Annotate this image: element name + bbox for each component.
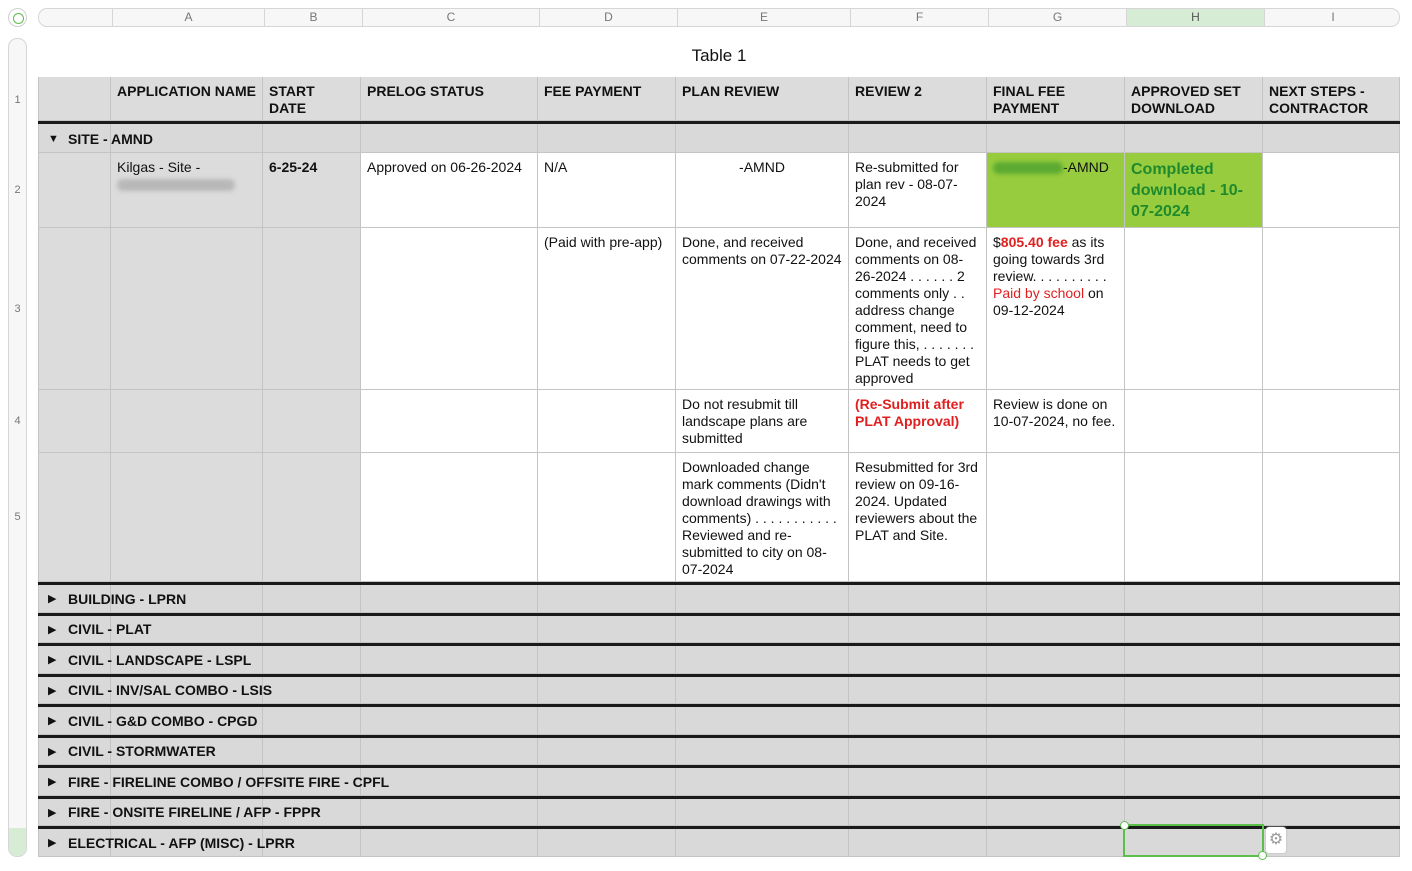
triangle-right-icon[interactable]: ▶	[48, 837, 57, 850]
header-review-2[interactable]: REVIEW 2	[849, 77, 987, 121]
header-cell-blank[interactable]	[38, 77, 111, 121]
group-cell	[361, 738, 538, 766]
gear-icon[interactable]: ⚙	[1266, 827, 1286, 853]
row3-next-steps[interactable]	[1263, 228, 1400, 390]
triangle-right-icon[interactable]: ▶	[48, 776, 57, 789]
group-cell	[849, 738, 987, 766]
group-cell	[1125, 616, 1263, 644]
table-row-3	[38, 228, 1400, 390]
row5-prelog-status[interactable]	[361, 453, 538, 582]
header-fee-payment[interactable]: FEE PAYMENT	[538, 77, 676, 121]
table-title[interactable]: Table 1	[691, 46, 747, 65]
row2-final-fee-payment[interactable]	[987, 153, 1125, 228]
row5-final-fee-payment[interactable]	[987, 453, 1125, 582]
group-cell	[538, 124, 676, 153]
row-header-4[interactable]: 4	[14, 415, 21, 427]
group-cell	[849, 616, 987, 644]
group-title: CIVIL - PLAT	[68, 621, 152, 638]
triangle-right-icon[interactable]: ▶	[48, 684, 57, 697]
triangle-right-icon[interactable]: ▶	[48, 623, 57, 636]
group-cell	[849, 829, 987, 857]
group-cell	[676, 677, 849, 705]
row2-plan-review[interactable]: -AMND	[676, 153, 849, 228]
group-cell	[849, 707, 987, 735]
row5-review-2[interactable]: Resubmitted for 3rd review on 09-16-2024. Updated reviewers about the PLAT and Site.	[849, 453, 987, 582]
group-cell	[987, 646, 1125, 674]
group-label[interactable]	[48, 829, 295, 857]
group-cell	[987, 677, 1125, 705]
group-cell	[849, 124, 987, 153]
group-cell	[987, 585, 1125, 613]
group-cell	[263, 738, 361, 766]
row5-fee-payment[interactable]	[538, 453, 676, 582]
row5-approved-set-download[interactable]	[1125, 453, 1263, 582]
group-cell	[538, 585, 676, 613]
group-cell	[361, 585, 538, 613]
header-plan-review[interactable]: PLAN REVIEW	[676, 77, 849, 121]
paid-date: on 09-12-2024	[993, 285, 1104, 318]
application-name-text: Kilgas - Site -	[117, 159, 201, 175]
group-cell	[538, 799, 676, 827]
group-cell	[1263, 616, 1400, 644]
row4-final-fee-payment[interactable]: Review is done on 10-07-2024, no fee.	[987, 390, 1125, 453]
group-cell	[1125, 707, 1263, 735]
row2-approved-set-download[interactable]	[1125, 153, 1263, 228]
table-row-2	[38, 153, 1400, 228]
group-label[interactable]	[48, 768, 389, 796]
column-header-a[interactable]: A	[112, 9, 264, 26]
group-row[interactable]	[38, 674, 1400, 705]
paid-by-text: Paid by school	[993, 285, 1085, 301]
row4-application-name[interactable]	[111, 390, 263, 453]
header-row	[38, 77, 1400, 124]
group-cell	[849, 768, 987, 796]
row2-start-date[interactable]: 6-25-24	[263, 153, 361, 228]
group-cell	[849, 677, 987, 705]
group-cell	[361, 124, 538, 153]
group-title: FIRE - FIRELINE COMBO / OFFSITE FIRE - CPFL	[68, 773, 390, 790]
header-final-fee-payment[interactable]: FINAL FEE PAYMENT	[987, 77, 1125, 121]
group-row[interactable]	[38, 582, 1400, 613]
group-row[interactable]	[38, 643, 1400, 674]
table-row-5	[38, 453, 1400, 582]
group-cell	[1263, 738, 1400, 766]
row4-fee-payment[interactable]	[538, 390, 676, 453]
group-label[interactable]	[48, 646, 251, 674]
group-title: CIVIL - G&D COMBO - CPGD	[68, 712, 258, 729]
group-cell	[361, 646, 538, 674]
final-fee-text: -AMND	[1063, 159, 1109, 175]
row3-final-fee-payment[interactable]	[987, 228, 1125, 390]
group-cell	[849, 646, 987, 674]
header-approved-set-download[interactable]: APPROVED SET DOWNLOAD	[1125, 77, 1263, 121]
group-cell	[849, 799, 987, 827]
triangle-down-icon[interactable]: ▼	[48, 132, 59, 145]
group-cell	[1263, 677, 1400, 705]
column-header-blank[interactable]	[39, 9, 112, 26]
group-title: FIRE - ONSITE FIRELINE / AFP - FPPR	[68, 804, 321, 821]
group-cell	[538, 738, 676, 766]
group-row[interactable]	[38, 704, 1400, 735]
group-cell	[538, 829, 676, 857]
group-row[interactable]	[38, 735, 1400, 766]
group-cell	[361, 799, 538, 827]
group-cell	[1125, 585, 1263, 613]
group-label[interactable]	[48, 616, 151, 644]
group-label[interactable]	[48, 585, 186, 613]
row-header-1[interactable]: 1	[14, 94, 21, 106]
group-cell	[676, 829, 849, 857]
row5-application-name[interactable]	[111, 453, 263, 582]
column-header-b[interactable]: B	[264, 9, 362, 26]
column-header-f[interactable]: F	[850, 9, 988, 26]
column-header-i[interactable]: I	[1264, 9, 1400, 26]
row4-review-2[interactable]: (Re-Submit after PLAT Approval)	[849, 390, 987, 453]
group-cell	[987, 829, 1125, 857]
group-cell	[849, 585, 987, 613]
row-header-2[interactable]: 2	[14, 184, 21, 196]
group-label[interactable]	[48, 707, 258, 735]
group-cell	[676, 768, 849, 796]
column-header-g[interactable]: G	[988, 9, 1126, 26]
group-cell	[987, 616, 1125, 644]
redacted-text	[117, 179, 235, 191]
group-cell	[538, 677, 676, 705]
row4-start-date[interactable]	[263, 390, 361, 453]
dollar-sign: $	[993, 234, 1001, 250]
group-title: SITE - AMND	[68, 130, 154, 147]
group-label-site[interactable]	[48, 124, 153, 153]
triangle-right-icon[interactable]: ▶	[48, 745, 57, 758]
group-cell	[1263, 124, 1400, 153]
row2-prelog-status[interactable]: Approved on 06-26-2024	[361, 153, 538, 228]
group-cell	[263, 124, 361, 153]
group-cell	[987, 707, 1125, 735]
group-row-site[interactable]	[38, 124, 1400, 153]
header-application-name[interactable]: APPLICATION NAME	[111, 77, 263, 121]
group-cell	[263, 707, 361, 735]
group-cell	[676, 707, 849, 735]
fee-note: as its going towards 3rd review. . . . . . . . . .	[993, 234, 1107, 284]
download-status-text: Completed download - 10-07-2024	[1131, 161, 1243, 220]
group-cell	[1125, 124, 1263, 153]
row-header-5[interactable]: 5	[14, 511, 21, 523]
column-header-h[interactable]: H	[1126, 9, 1264, 26]
group-label[interactable]	[48, 799, 321, 827]
triangle-right-icon[interactable]: ▶	[48, 715, 57, 728]
row5-next-steps[interactable]	[1263, 453, 1400, 582]
group-cell	[263, 616, 361, 644]
row5-cell-blank[interactable]	[38, 453, 111, 582]
row2-fee-payment[interactable]: N/A	[538, 153, 676, 228]
group-cell	[1263, 585, 1400, 613]
row2-review-2[interactable]: Re-submitted for plan rev - 08-07-2024	[849, 153, 987, 228]
group-cell	[538, 707, 676, 735]
column-header-bar	[38, 8, 1400, 27]
group-cell	[1125, 677, 1263, 705]
group-cell	[676, 738, 849, 766]
header-start-date[interactable]: START DATE	[263, 77, 361, 121]
group-cell	[538, 646, 676, 674]
group-cell	[676, 585, 849, 613]
group-cell	[1263, 799, 1400, 827]
row4-cell-blank[interactable]	[38, 390, 111, 453]
group-label[interactable]	[48, 677, 272, 705]
column-header-e[interactable]: E	[677, 9, 850, 26]
group-cell	[1125, 768, 1263, 796]
group-cell	[676, 799, 849, 827]
group-cell	[1263, 707, 1400, 735]
triangle-right-icon[interactable]: ▶	[48, 593, 57, 606]
fee-amount: 805.40 fee	[1000, 234, 1068, 250]
row-header-bar	[8, 38, 27, 857]
group-cell	[538, 616, 676, 644]
row3-application-name[interactable]	[111, 228, 263, 390]
row4-prelog-status[interactable]	[361, 390, 538, 453]
group-title: CIVIL - INV/SAL COMBO - LSIS	[68, 682, 273, 699]
group-title: CIVIL - STORMWATER	[68, 743, 216, 760]
group-cell	[361, 707, 538, 735]
group-title: BUILDING - LPRN	[68, 590, 187, 607]
group-cell	[538, 768, 676, 796]
row3-prelog-status[interactable]	[361, 228, 538, 390]
group-label[interactable]	[48, 738, 216, 766]
group-cell	[263, 585, 361, 613]
redacted-text	[993, 162, 1063, 174]
group-cell	[361, 677, 538, 705]
row3-cell-blank[interactable]	[38, 228, 111, 390]
group-row[interactable]	[38, 796, 1400, 827]
triangle-right-icon[interactable]: ▶	[48, 654, 57, 667]
row3-fee-payment[interactable]: (Paid with pre-app)	[538, 228, 676, 390]
row2-cell-blank[interactable]	[38, 153, 111, 228]
group-cell	[361, 829, 538, 857]
group-row[interactable]	[38, 765, 1400, 796]
group-cell	[1125, 738, 1263, 766]
select-all-button[interactable]	[8, 8, 27, 27]
group-row[interactable]	[38, 613, 1400, 644]
group-cell	[987, 738, 1125, 766]
row5-start-date[interactable]	[263, 453, 361, 582]
group-cell	[263, 677, 361, 705]
group-cell	[987, 124, 1125, 153]
header-next-steps[interactable]: NEXT STEPS - CONTRACTOR	[1263, 77, 1400, 121]
group-cell	[361, 616, 538, 644]
row3-review-2[interactable]: Done, and received comments on 08-26-2024 . . . . . . 2 comments only . . address change comment, need to figure this, . . . . . . . PLAT needs to get approved	[849, 228, 987, 390]
row2-next-steps[interactable]	[1263, 153, 1400, 228]
row3-start-date[interactable]	[263, 228, 361, 390]
group-cell	[987, 799, 1125, 827]
row2-application-name[interactable]	[111, 153, 263, 228]
row5-plan-review[interactable]: Downloaded change mark comments (Didn't download drawings with comments) . . . . . . . . . . . Reviewed and re-submitted to city on 08-07-2024	[676, 453, 849, 582]
group-cell	[263, 646, 361, 674]
row-header-selected[interactable]	[9, 828, 26, 856]
column-header-c[interactable]: C	[362, 9, 539, 26]
header-prelog-status[interactable]: PRELOG STATUS	[361, 77, 538, 121]
row3-plan-review[interactable]: Done, and received comments on 07-22-2024	[676, 228, 849, 390]
group-cell	[676, 646, 849, 674]
group-cell	[987, 768, 1125, 796]
row4-approved-set-download[interactable]	[1125, 390, 1263, 453]
group-cell	[676, 616, 849, 644]
group-cell	[1125, 646, 1263, 674]
row-header-3[interactable]: 3	[14, 303, 21, 315]
column-header-d[interactable]: D	[539, 9, 677, 26]
group-cell	[676, 124, 849, 153]
group-title: CIVIL - LANDSCAPE - LSPL	[68, 651, 252, 668]
selected-cell[interactable]	[1123, 824, 1264, 857]
group-title: ELECTRICAL - AFP (MISC) - LPRR	[68, 834, 295, 851]
group-cell	[1125, 799, 1263, 827]
row4-next-steps[interactable]	[1263, 390, 1400, 453]
group-cell	[1263, 646, 1400, 674]
group-cell	[1263, 768, 1400, 796]
triangle-right-icon[interactable]: ▶	[48, 806, 57, 819]
row4-plan-review[interactable]: Do not resubmit till landscape plans are submitted	[676, 390, 849, 453]
row3-approved-set-download[interactable]	[1125, 228, 1263, 390]
table-row-4	[38, 390, 1400, 453]
